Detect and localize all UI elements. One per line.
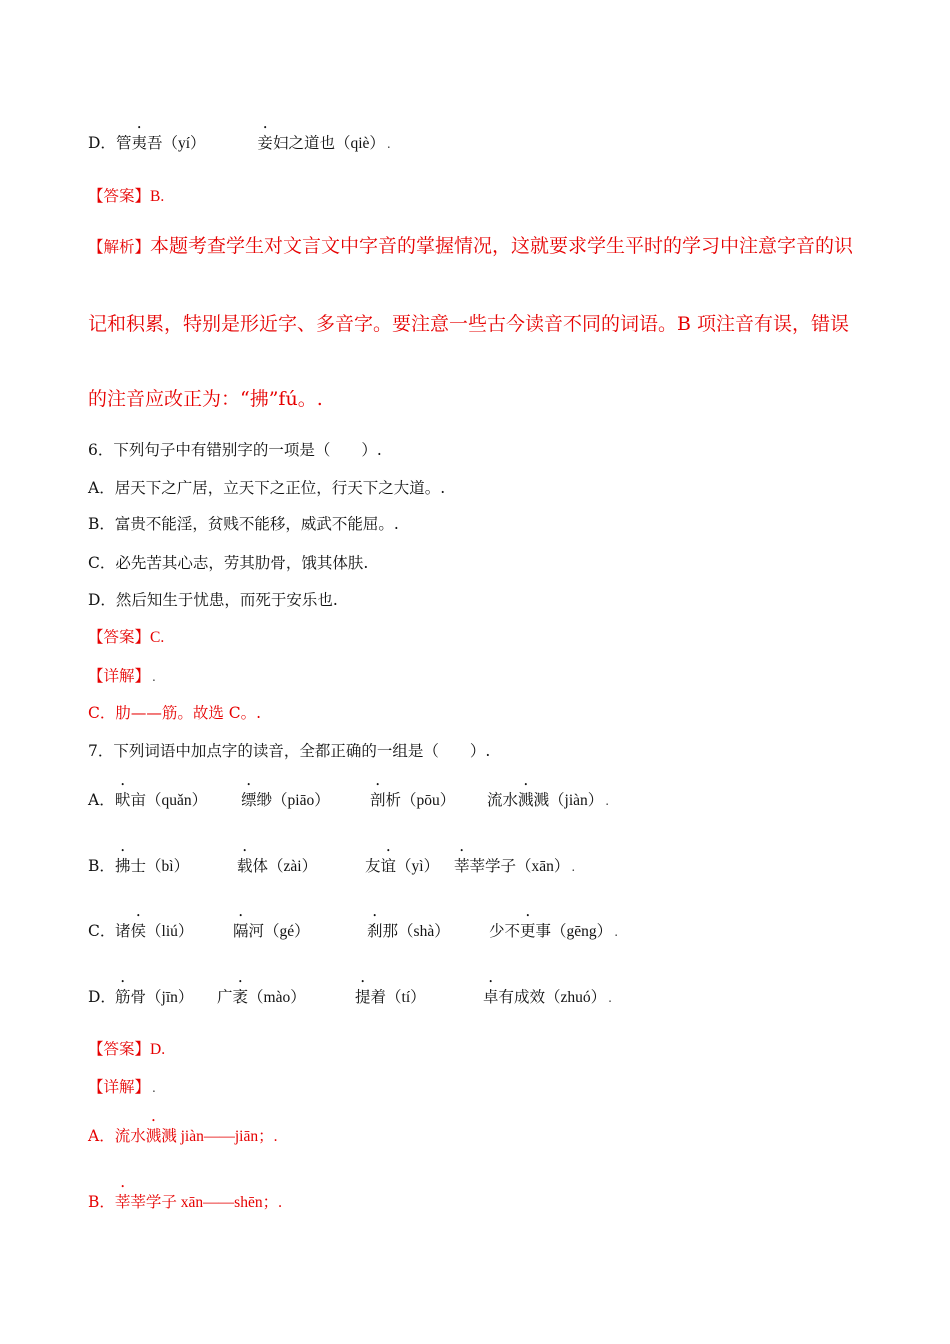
word-text: 流水 bbox=[114, 1127, 146, 1145]
dotted-char: 夷 bbox=[131, 134, 147, 152]
word-text: 莘学子 bbox=[469, 857, 517, 875]
pinyin-text: （liú） bbox=[146, 923, 194, 940]
option-item: 莘莘学子（xān） . bbox=[454, 857, 576, 875]
pinyin-text: （gēng） bbox=[551, 923, 613, 940]
option-item bbox=[370, 790, 455, 811]
word-text: 着 bbox=[370, 988, 387, 1006]
word-text: 流水 bbox=[487, 791, 519, 809]
word-text: 那 bbox=[382, 922, 399, 940]
word-text: 有成效 bbox=[498, 988, 546, 1006]
option-item bbox=[365, 856, 439, 877]
q7-detail bbox=[88, 1077, 156, 1098]
word-text: 管 bbox=[115, 134, 132, 152]
answer-value: B. bbox=[150, 188, 165, 205]
word-text: 骨 bbox=[130, 988, 147, 1006]
pinyin-text: （shà） bbox=[398, 923, 450, 940]
pinyin-text: （qiè） bbox=[334, 135, 385, 152]
q6-answer bbox=[88, 627, 164, 648]
option-letter: A． bbox=[88, 1127, 115, 1145]
q6-option-b: B．富贵不能淫，贫贱不能移，威武不能屈。. bbox=[88, 515, 399, 533]
option-item bbox=[241, 790, 330, 811]
pinyin-text: （jiàn） bbox=[549, 792, 604, 809]
paragraph-mark: . bbox=[152, 1081, 156, 1095]
option-letter: C． bbox=[88, 922, 116, 940]
dotted-char: 畎 bbox=[115, 791, 131, 809]
dotted-char: 莘 bbox=[114, 1193, 131, 1211]
q6-option-c: C．必先苦其心志，劳其肋骨，饿其体肤. bbox=[88, 554, 369, 572]
pinyin-text: （zài） bbox=[268, 858, 318, 875]
analysis-label: 【解析】 bbox=[88, 238, 151, 256]
option-item bbox=[367, 921, 450, 942]
option-letter: D． bbox=[88, 988, 116, 1006]
dotted-char: 隔 bbox=[233, 922, 249, 940]
q6-option-d: D．然后知生于忧患，而死于安乐也. bbox=[88, 591, 338, 609]
dotted-char: 更 bbox=[520, 922, 536, 940]
word-text: 河 bbox=[248, 922, 265, 940]
q7-option-a bbox=[88, 790, 648, 810]
dotted-char: 妾 bbox=[257, 134, 273, 152]
pinyin-text: （zhuó） bbox=[545, 989, 607, 1006]
option-item bbox=[237, 856, 317, 877]
word-text: 莘学子 bbox=[130, 1193, 177, 1211]
detail-label: 【详解】 bbox=[88, 667, 151, 685]
word-text: 体 bbox=[252, 857, 269, 875]
option-item bbox=[217, 987, 306, 1008]
option-letter: B． bbox=[88, 857, 115, 875]
dotted-char: 剖 bbox=[370, 791, 386, 809]
pinyin-text: （xān） bbox=[516, 858, 570, 875]
q5-analysis-line-1 bbox=[88, 234, 853, 259]
q6-stem: 6．下列句子中有错别字的一项是（ ）. bbox=[88, 441, 382, 459]
word-text: 缈 bbox=[256, 791, 273, 809]
q7-stem: 7．下列词语中加点字的读音，全都正确的一组是（ ）. bbox=[88, 742, 491, 760]
q7-option-d bbox=[88, 987, 648, 1007]
answer-value: D. bbox=[150, 1041, 166, 1058]
pinyin-text: （quǎn） bbox=[146, 792, 208, 809]
option-item bbox=[115, 921, 193, 942]
dotted-char: 卓 bbox=[483, 988, 499, 1006]
option-letter: A． bbox=[88, 791, 115, 809]
word-text: 少不 bbox=[489, 922, 521, 940]
word-text: 事 bbox=[535, 922, 552, 940]
dotted-char: 刹 bbox=[367, 922, 383, 940]
dotted-char: 提 bbox=[355, 988, 371, 1006]
q7-explain-b bbox=[88, 1192, 282, 1213]
pinyin-text: jiàn——jiān；. bbox=[176, 1128, 278, 1145]
q6-option-a: A．居天下之广居，立天下之正位，行天下之大道。. bbox=[88, 479, 446, 497]
word-text: 析 bbox=[385, 791, 402, 809]
q7-option-b bbox=[88, 856, 648, 876]
option-letter: D． bbox=[88, 134, 116, 152]
pinyin-text: （gé） bbox=[264, 923, 310, 940]
pinyin-text: （pōu） bbox=[401, 792, 456, 809]
dotted-char: 溅 bbox=[518, 791, 534, 809]
pinyin-text: xān——shēn；. bbox=[176, 1194, 282, 1211]
q5-option-d bbox=[88, 133, 391, 154]
option-item bbox=[115, 790, 207, 811]
analysis-text: 本题考查学生对文言文中字音的掌握情况，这就要求学生平时的学习中注意字音的识 bbox=[150, 235, 854, 257]
q5-answer bbox=[88, 186, 164, 207]
pinyin-text: （tí） bbox=[386, 989, 426, 1006]
word-text: 广 bbox=[217, 988, 233, 1006]
option-letter: B． bbox=[88, 1193, 115, 1211]
pinyin-text: （piāo） bbox=[272, 792, 330, 809]
q6-detail bbox=[88, 666, 156, 687]
word-text: 士 bbox=[130, 857, 147, 875]
option-item: 卓有成效（zhuó） . bbox=[483, 988, 612, 1006]
pinyin-text: （bì） bbox=[146, 858, 190, 875]
word-text: 妇之道也 bbox=[272, 134, 335, 152]
answer-label: 【答案】 bbox=[88, 628, 151, 646]
option-item bbox=[115, 987, 193, 1008]
word-text: 吾 bbox=[146, 134, 163, 152]
dotted-char: 侯 bbox=[130, 922, 147, 940]
pinyin-text: （yì） bbox=[396, 858, 440, 875]
pinyin-text: （jīn） bbox=[146, 989, 194, 1006]
dotted-char: 谊 bbox=[380, 857, 397, 875]
option-item bbox=[233, 921, 310, 942]
option-item: 少不更事（gēng） . bbox=[489, 922, 619, 940]
dotted-char: 溅 bbox=[145, 1127, 162, 1145]
word-text: 友 bbox=[365, 857, 381, 875]
q6-explain: C．肋——筋。故选 C。. bbox=[88, 704, 262, 722]
analysis-text: 的注音应改正为：“拂”fú。. bbox=[88, 388, 323, 410]
dotted-char: 莘 bbox=[454, 857, 470, 875]
option-item: 流水溅溅（jiàn） . bbox=[487, 791, 610, 809]
detail-label: 【详解】 bbox=[88, 1078, 151, 1096]
answer-label: 【答案】 bbox=[88, 187, 151, 205]
dotted-char: 筋 bbox=[115, 988, 131, 1006]
q7-option-c bbox=[88, 921, 648, 941]
dotted-char: 载 bbox=[237, 857, 253, 875]
paragraph-mark: . bbox=[152, 670, 156, 684]
option-item bbox=[355, 987, 426, 1008]
q5-analysis-line-2 bbox=[88, 312, 849, 336]
word-text: 溅 bbox=[161, 1127, 177, 1145]
analysis-text: 记和积累，特别是形近字、多音字。要注意一些古今读音不同的词语。B 项注音有误，错误 bbox=[88, 313, 850, 335]
word-text: 诸 bbox=[115, 922, 131, 940]
q5-analysis-line-3 bbox=[88, 387, 323, 411]
word-text: 亩 bbox=[130, 791, 147, 809]
q7-answer bbox=[88, 1039, 165, 1060]
dotted-char: 拂 bbox=[115, 857, 131, 875]
pinyin-text: （yí） bbox=[162, 135, 206, 152]
dotted-char: 缥 bbox=[241, 791, 257, 809]
pinyin-text: （mào） bbox=[248, 989, 306, 1006]
answer-label: 【答案】 bbox=[88, 1040, 151, 1058]
word-text: 溅 bbox=[533, 791, 550, 809]
option-item bbox=[115, 856, 189, 877]
q7-explain-a bbox=[88, 1126, 278, 1147]
answer-value: C. bbox=[150, 629, 165, 646]
paragraph-mark: . bbox=[386, 137, 391, 151]
dotted-char: 袤 bbox=[232, 988, 249, 1006]
